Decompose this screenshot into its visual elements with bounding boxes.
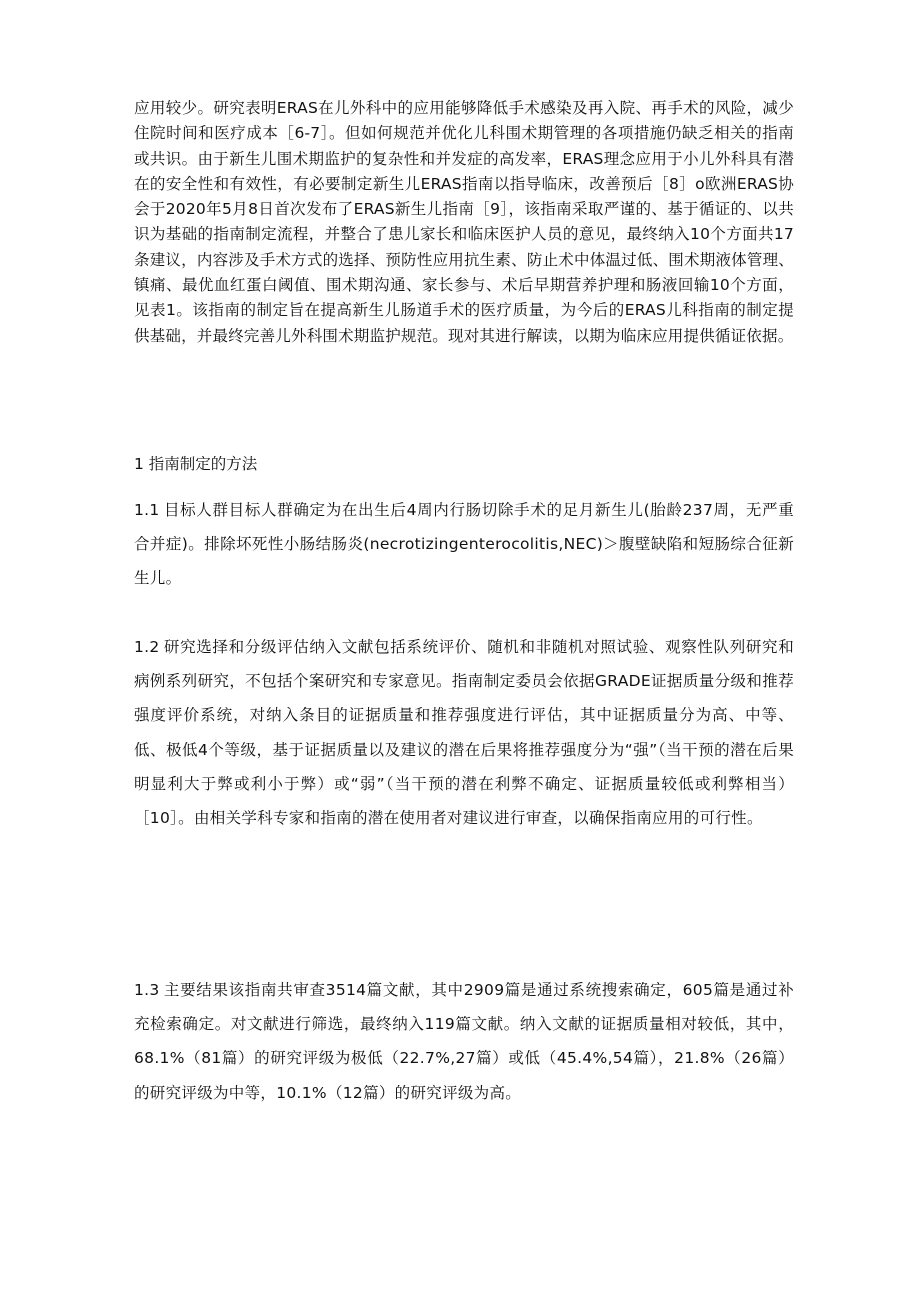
- subsection-1-1: [134, 493, 794, 596]
- subsection-number: 1.2: [134, 638, 160, 656]
- subsection-number: 1.1: [134, 501, 160, 519]
- section-heading: 1 指南制定的方法: [134, 455, 258, 473]
- intro-paragraph: 应用较少。研究表明ERAS在儿外科中的应用能够降低手术感染及再入院、再手术的风险，减少住院时间和医疗成本［6-7］。但如何规范并优化儿科围术期管理的各项措施仍缺乏相关的指南或共识。由于新生儿围术期监护的复杂性和并发症的高发率，ERAS理念应用于小儿外科具有潜在的安全性和有效性，有必要制定新生儿ERAS指南以指导临床，改善预后［8］o欧洲ERAS协会于2020年5月8日首次发布了ERAS新生儿指南［9］，该指南采取严谨的、基于循证的、以共识为基础的指南制定流程，并整合了患儿家长和临床医护人员的意见，最终纳入10个方面共17条建议，内容涉及手术方式的选择、预防性应用抗生素、防止术中体温过低、围术期液体管理、镇痛、最优血红蛋白阈值、围术期沟通、家长参与、术后早期营养护理和肠液回输10个方面，见表1。该指南的制定旨在提高新生儿肠道手术的医疗质量，为今后的ERAS儿科指南的制定提供基础，并最终完善儿外科围术期监护规范。现对其进行解读，以期为临床应用提供循证依据。: [134, 99, 794, 345]
- subsection-1-2: [134, 630, 794, 835]
- document-page: [134, 96, 794, 1102]
- subsection-text: 主要结果该指南共审查3514篇文献，其中2909篇是通过系统搜索确定，605篇是通过补充检索确定。对文献进行筛选，最终纳入119篇文献。纳入文献的证据质量相对较低，其中，68.1%（81篇）的研究评级为极低（22.7%,27篇）或低（45.4%,54篇），21.8%（26篇）的研究评级为中等，10.1%（12篇）的研究评级为高。: [134, 981, 794, 1102]
- subsection-text: 目标人群目标人群确定为在出生后4周内行肠切除手术的足月新生儿(胎龄237周，无严重合并症)。排除坏死性小肠结肠炎(necrotizingenterocolitis,NEC)＞腹壁缺陷和短肠综合征新生儿。: [134, 501, 794, 588]
- subsection-text: 研究选择和分级评估纳入文献包括系统评价、随机和非随机对照试验、观察性队列研究和病例系列研究，不包括个案研究和专家意见。指南制定委员会依据GRADE证据质量分级和推荐强度评价系统，对纳入条目的证据质量和推荐强度进行评估，其中证据质量分为高、中等、低、极低4个等级，基于证据质量以及建议的潜在后果将推荐强度分为“强”（当干预的潜在后果明显利大于弊或利小于弊）或“弱”（当干预的潜在利弊不确定、证据质量较低或利弊相当）［10］。由相关学科专家和指南的潜在使用者对建议进行审查，以确保指南应用的可行性。: [134, 638, 794, 828]
- subsection-number: 1.3: [134, 981, 160, 999]
- subsection-1-3: [134, 973, 794, 1110]
